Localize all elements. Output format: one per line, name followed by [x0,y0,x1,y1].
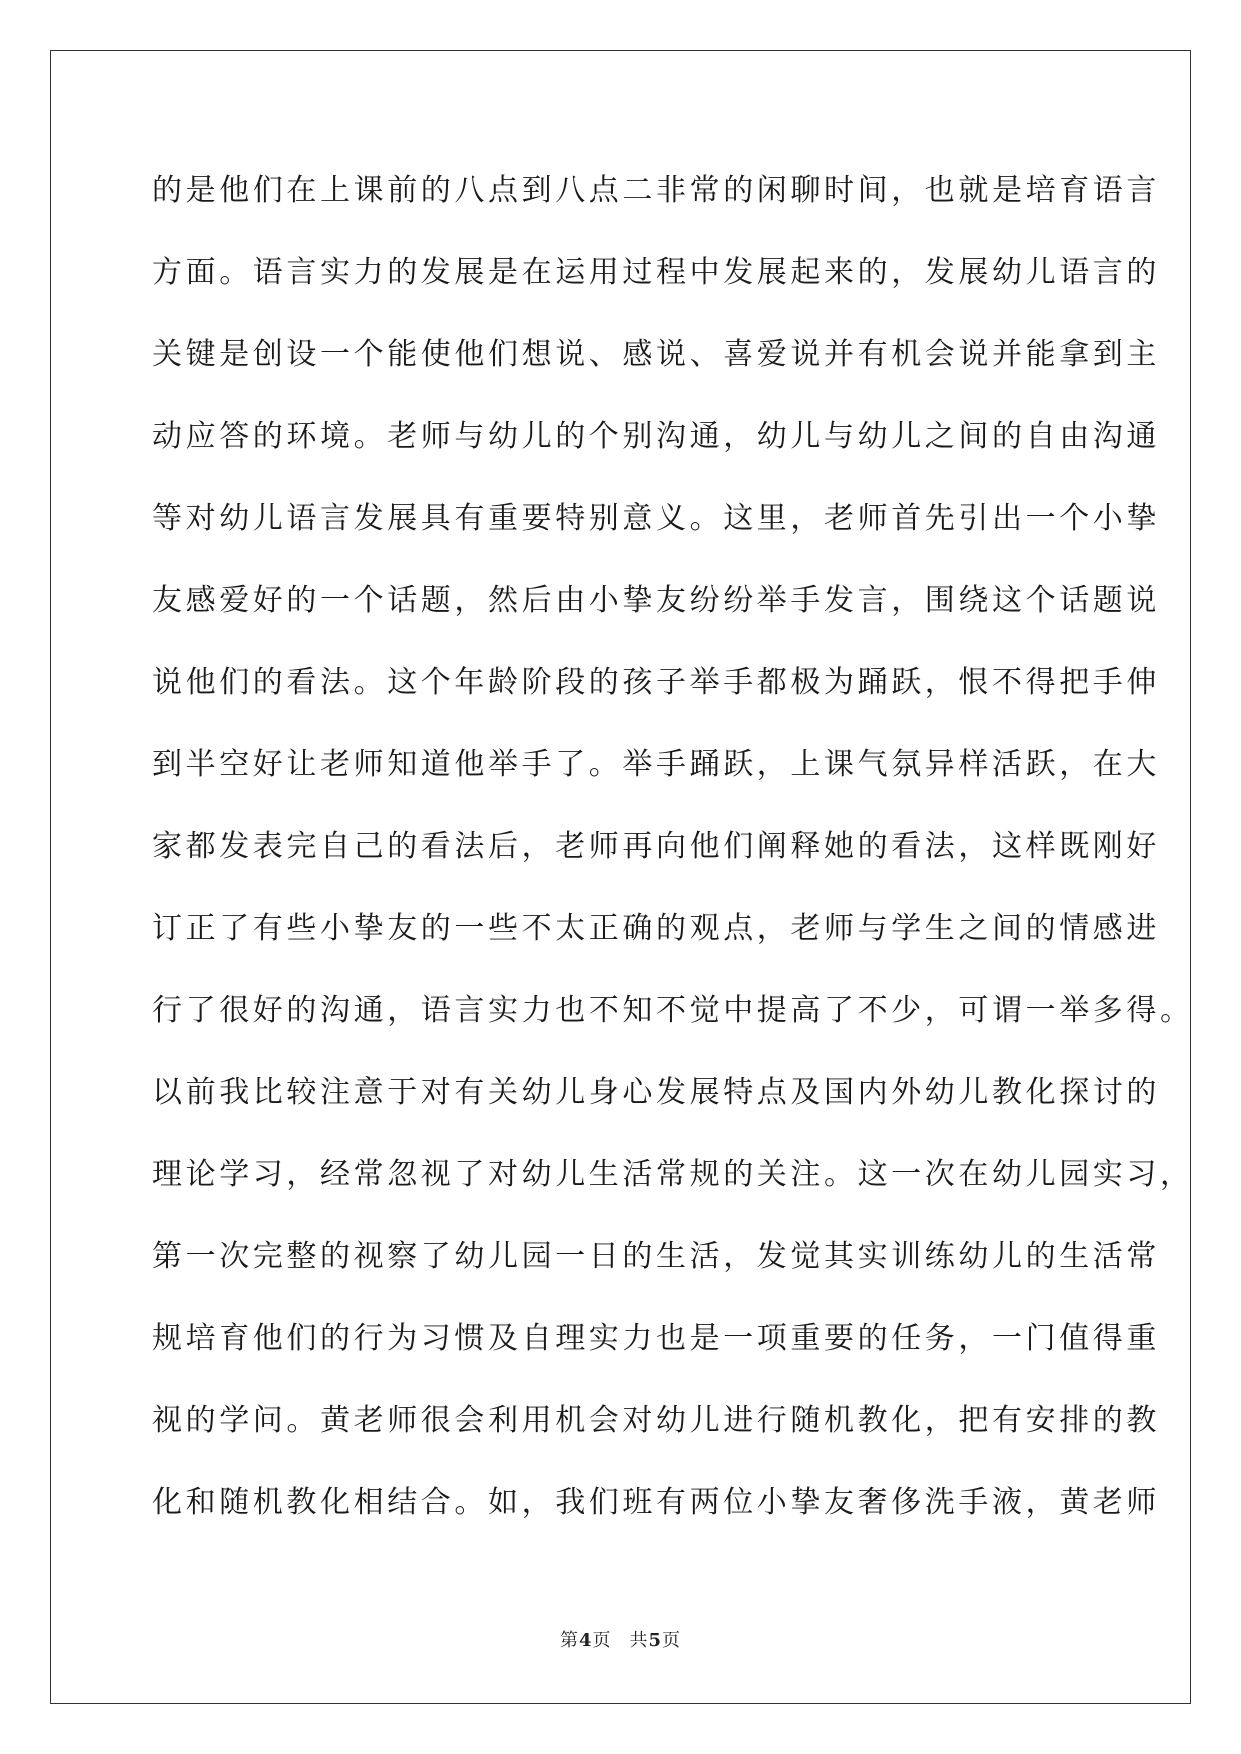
text-line: 说他们的看法。这个年龄阶段的孩子举手都极为踊跃，恨不得把手伸 [152,665,1160,700]
total-pages: 5 [648,1630,663,1651]
page-prefix: 第 [559,1630,579,1651]
total-suffix: 页 [662,1630,682,1651]
text-line: 方面。语言实力的发展是在运用过程中发展起来的，发展幼儿语言的 [152,255,1160,290]
text-line: 动应答的环境。老师与幼儿的个别沟通，幼儿与幼儿之间的自由沟通 [152,419,1160,454]
text-line: 视的学问。黄老师很会利用机会对幼儿进行随机教化，把有安排的教 [152,1403,1160,1438]
total-prefix: 共 [629,1630,649,1651]
text-line: 订正了有些小挚友的一些不太正确的观点，老师与学生之间的情感进 [152,911,1160,946]
page-footer [0,1626,1241,1652]
text-line: 行了很好的沟通，语言实力也不知不觉中提高了不少，可谓一举多得。 [152,993,1194,1028]
text-line: 化和随机教化相结合。如，我们班有两位小挚友奢侈洗手液，黄老师 [152,1485,1160,1520]
text-line: 等对幼儿语言发展具有重要特别意义。这里，老师首先引出一个小挚 [152,501,1160,536]
text-line: 家都发表完自己的看法后，老师再向他们阐释她的看法，这样既刚好 [152,829,1160,864]
body-text [152,158,1194,1552]
page-suffix: 页 [592,1630,612,1651]
text-line: 规培育他们的行为习惯及自理实力也是一项重要的任务，一门值得重 [152,1321,1160,1356]
text-line: 到半空好让老师知道他举手了。举手踊跃，上课气氛异样活跃，在大 [152,747,1160,782]
text-line: 第一次完整的视察了幼儿园一日的生活，发觉其实训练幼儿的生活常 [152,1239,1160,1274]
text-line: 友感爱好的一个话题，然后由小挚友纷纷举手发言，围绕这个话题说 [152,583,1160,618]
text-line: 以前我比较注意于对有关幼儿身心发展特点及国内外幼儿教化探讨的 [152,1075,1160,1110]
page-number: 4 [578,1630,593,1651]
text-line: 的是他们在上课前的八点到八点二非常的闲聊时间，也就是培育语言 [152,173,1160,208]
text-line: 关键是创设一个能使他们想说、感说、喜爱说并有机会说并能拿到主 [152,337,1160,372]
text-line: 理论学习，经常忽视了对幼儿生活常规的关注。这一次在幼儿园实习， [152,1157,1194,1192]
